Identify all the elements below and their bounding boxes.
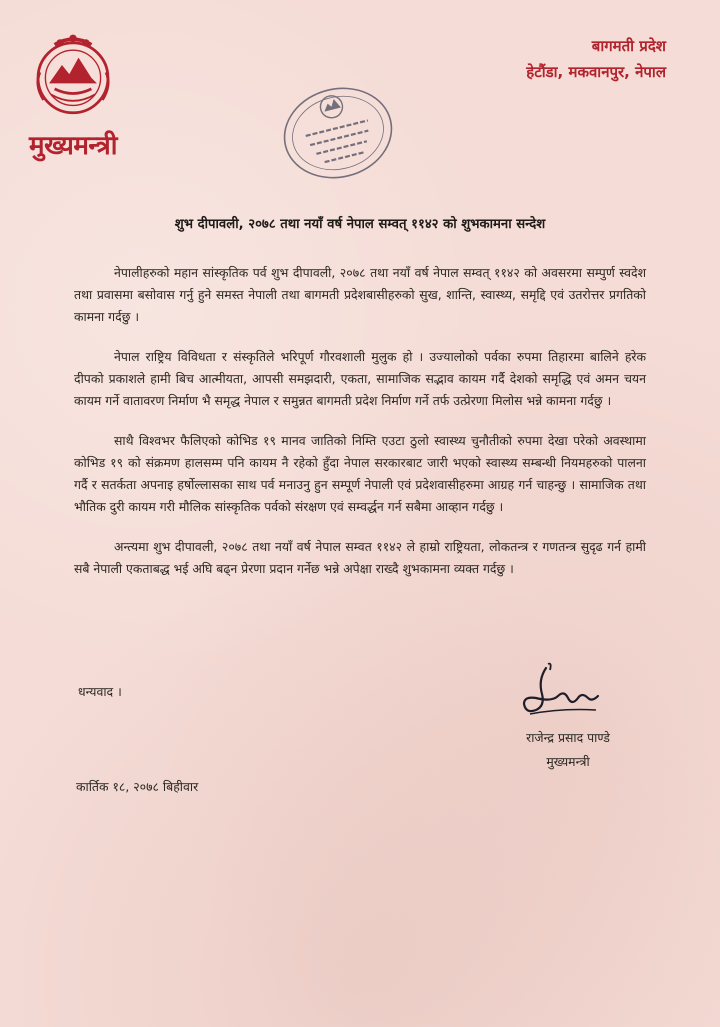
paragraph: नेपालीहरुको महान सांस्कृतिक पर्व शुभ दीपावली, २०७८ तथा नयाँ वर्ष नेपाल सम्वत् ११४२ को अवसरमा सम्पुर्ण स्वदेश तथा प्रवासमा बसोवास गर्नु हुने समस्त नेपाली तथा बागमती प्रदेशबासीहरुको सुख, शान्ति, स्वास्थ्य, समृद्दि एवं उतरोत्तर प्रगतिको कामना गर्दछु । [74, 265, 646, 324]
letter-body [74, 262, 646, 598]
signature-icon [512, 660, 602, 718]
paragraph: नेपाल राष्ट्रिय विविधता र संस्कृतिले भरिपूर्ण गौरवशाली मुलुक हो । उज्यालोको पर्वका रुपमा तिहारमा बालिने हरेक दीपको प्रकाशले हामी बिच आत्मीयता, आपसी समझदारी, एकता, सामाजिक सद्भाव कायम गर्दै देशको समृद्धि एवं अमन चयन कायम गर्ने वातावरण निर्माण भै समृद्ध नेपाल र समुन्नत बागमती प्रदेश निर्माण गर्ने तर्फ उत्प्रेरणा मिलोस भन्ने कामना गर्दछु । [74, 349, 646, 408]
office-address: हेटौंडा, मकवानपुर, नेपाल [526, 63, 666, 81]
letter-subject: शुभ दीपावली, २०७८ तथा नयाँ वर्ष नेपाल सम्वत् ११४२ को शुभकामना सन्देश [174, 217, 546, 232]
signer-title: मुख्यमन्त्री [546, 754, 590, 769]
letterhead-left [18, 30, 128, 162]
closing-thanks: धन्यवाद । [78, 684, 122, 699]
paragraph: अन्त्यमा शुभ दीपावली, २०७८ तथा नयाँ वर्ष नेपाल सम्वत ११४२ ले हाम्रो राष्ट्रियता, लोकतन्त्र र गणतन्त्र सुदृढ गर्न हामी सबै नेपाली एकताबद्ध भई अघि बढ्न प्रेरणा प्रदान गर्नेछ भन्ने अपेक्षा राख्दै शुभकामना व्यक्त गर्दछु । [74, 539, 646, 576]
office-seal-icon [278, 78, 398, 188]
paragraph: साथै विश्वभर फैलिएको कोभिड १९ मानव जातिको निम्ति एउटा ठुलो स्वास्थ्य चुनौतीको रुपमा देखा परेको अवस्थामा कोभिड १९ को संक्रमण हालसम्म पनि कायम नै रहेको हुँदा नेपाल सरकारबाट जारी भएको स्वास्थ्य सम्बन्धी नियमहरुको पालना गर्दै र सतर्कता अपनाइ हर्षोल्लासका साथ पर्व मनाउनु हुन सम्पूर्ण नेपाली एवं प्रदेशवासीहरुमा आग्रह गर्न चाहन्छु । सामाजिक तथा भौतिक दुरी कायम गरी मौलिक सांस्कृतिक पर्वको संरक्षण एवं सम्वर्द्धन गर्न सबैमा आव्हान गर्दछु । [74, 433, 646, 514]
signer-block [498, 726, 638, 774]
office-title: मुख्यमन्त्री [29, 131, 117, 161]
nepal-emblem-icon [27, 30, 119, 122]
letter-date: कार्तिक १८, २०७८ बिहीवार [76, 779, 199, 794]
province-name: बागमती प्रदेश [591, 37, 666, 55]
letterhead-right [526, 36, 666, 82]
signer-name: राजेन्द्र प्रसाद पाण्डे [526, 730, 610, 745]
